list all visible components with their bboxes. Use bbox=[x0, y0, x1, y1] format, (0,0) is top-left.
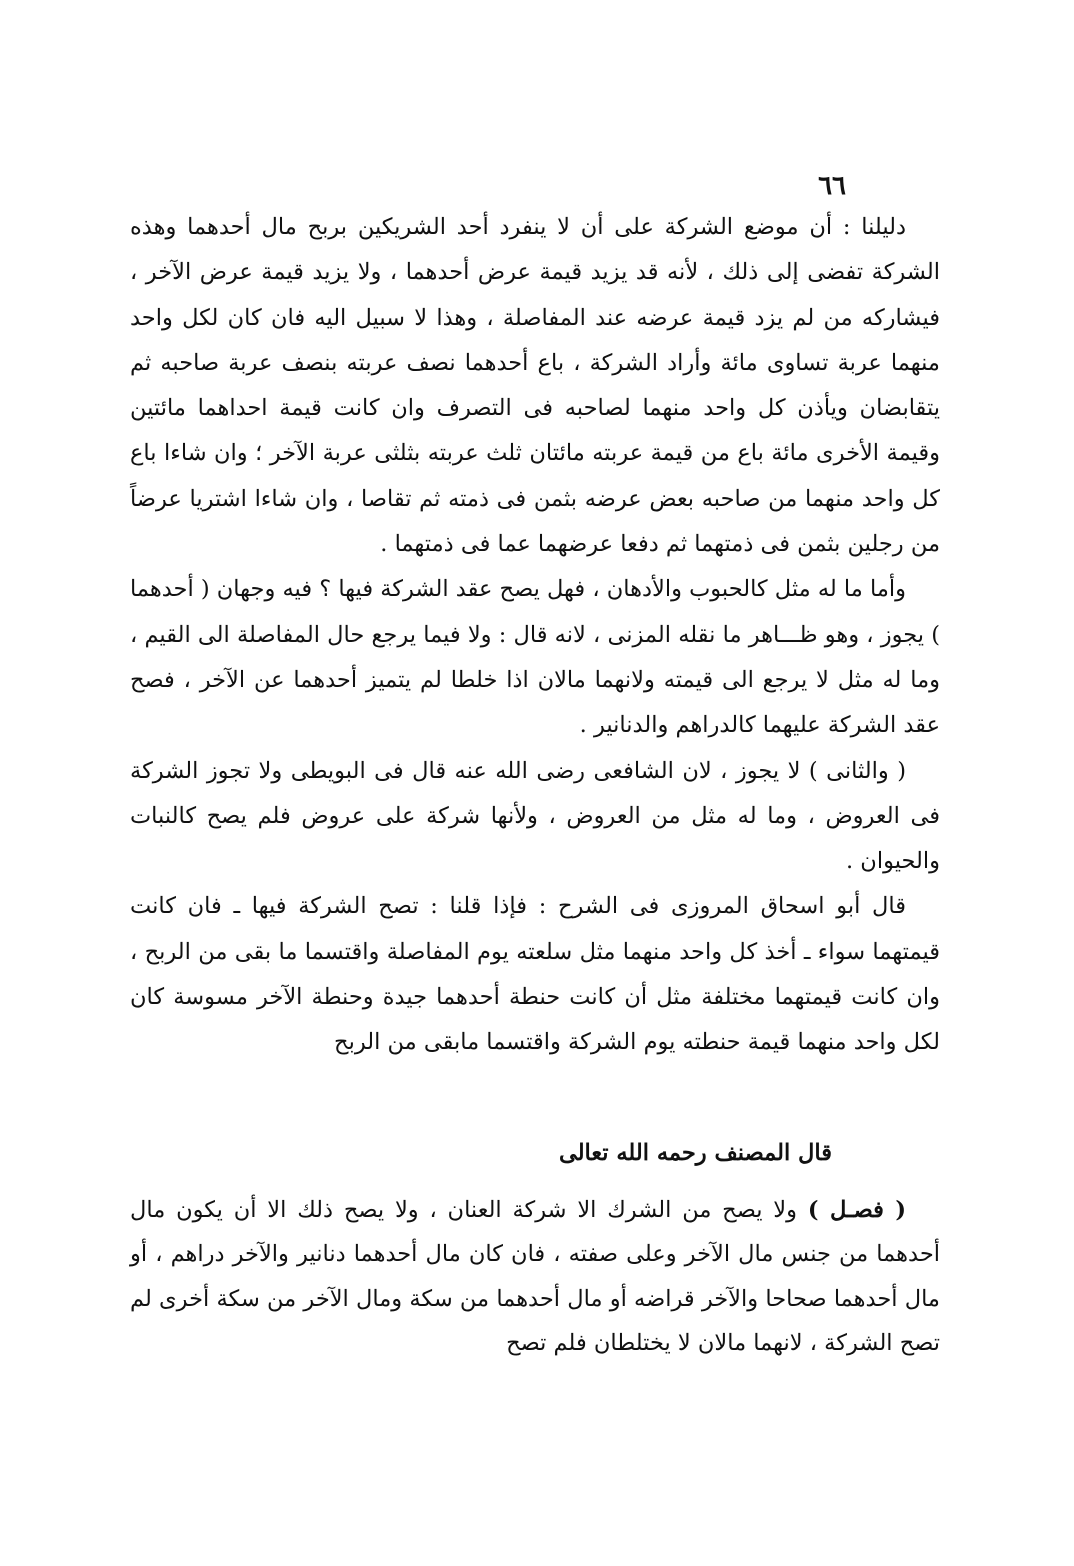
fasl-section bbox=[130, 1188, 940, 1366]
paragraph-abu-ishaq: قال أبو اسحاق المروزى فى الشرح : فإذا قلنا : تصح الشركة فيها ـ فان كانت قيمتهما سواء ـ أخذ كل واحد منهما مثل سلعته يوم المفاصلة واقتسما ما بقى من الربح ، وان كانت قيمتهما مختلفة مثل أن كانت حنطة أحدهما جيدة وحنطة الآخر مسوسة كان لكل واحد منهما قيمة حنطته يوم الشركة واقتسما مابقى من الربح bbox=[130, 893, 940, 1056]
fasl-text: ولا يصح من الشرك الا شركة العنان ، ولا يصح ذلك الا أن يكون مال أحدهما من جنس مال الآخر وعلى صفته ، فان كان مال أحدهما دنانير والآخر دراهم ، أو مال أحدهما صحاحا والآخر قراضه أو مال أحدهما من سكة ومال الآخر من سكة أخرى لم تصح الشركة ، لانهما مالان لا يختلطان فلم تصح bbox=[130, 1197, 940, 1357]
paragraph-fasl bbox=[130, 1188, 940, 1366]
fasl-label: ( فصـل ) bbox=[807, 1197, 907, 1223]
paragraph-second-view: ( والثانى ) لا يجوز ، لان الشافعى رضى الله عنه قال فى البويطى ولا تجوز الشركة فى العروض ، وما له مثل من العروض ، ولأنها شركة على عروض فلم يصح كالنبات والحيوان . bbox=[130, 757, 940, 875]
paragraph-fungibles: وأما ما له مثل كالحبوب والأدهان ، فهل يصح عقد الشركة فيها ؟ فيه وجهان ( أحدهما ) يجوز ، وهو ظـــاهر ما نقله المزنى ، لانه قال : ولا فيما يرجع حال المفاصلة الى القيم ، وما له مثل لا يرجع الى قيمته ولانهما مالان اذا خلطا لم يتميز أحدهما عن الآخر ، فصح عقد الشركة عليهما كالدراهم والدنانير . bbox=[130, 576, 940, 739]
page-number: ٦٦ bbox=[818, 171, 846, 201]
section-heading: قال المصنف رحمه الله تعالى bbox=[558, 1140, 832, 1166]
paragraph-argument: دليلنا : أن موضع الشركة على أن لا ينفرد أحد الشريكين بربح مال أحدهما وهذه الشركة تفضى إلى ذلك ، لأنه قد يزيد قيمة عرض أحدهما ، ولا يزيد قيمة عرض الآخر ، فيشاركه من لم يزد قيمة عرضه عند المفاصلة ، وهذا لا سبيل اليه فان كان لكل واحد منهما عربة تساوى مائة وأراد الشركة ، باع أحدهما نصف عربته بنصف عربة صاحبه ثم يتقابضان ويأذن كل واحد منهما لصاحبه فى التصرف وان كانت قيمة احداهما مائتين وقيمة الأخرى مائة باع من قيمة عربته مائتان ثلث عربته بثلثى عربة الآخر ؛ وان شاءا باع كل واحد منهما من صاحبه بعض عرضه بثمن فى ذمته ثم تقاصا ، وان شاءا اشتريا عرضاً من رجلين بثمن فى ذمتهما ثم دفعا عرضهما عما فى ذمتهما . bbox=[130, 214, 940, 558]
main-text-section bbox=[130, 205, 940, 1066]
